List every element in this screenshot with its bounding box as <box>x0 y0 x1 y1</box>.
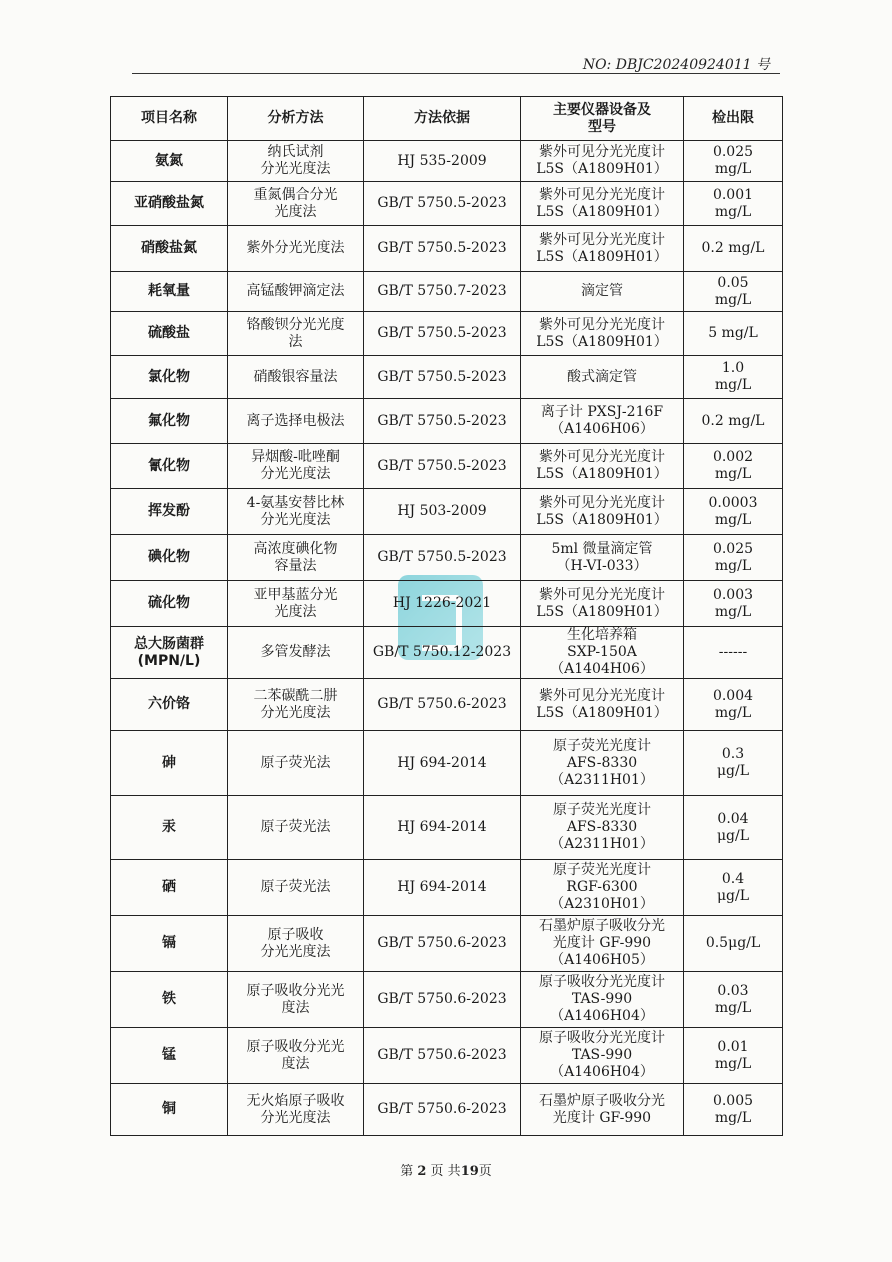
cell-detection-limit: 0.005 mg/L <box>684 1084 783 1136</box>
cell-detection-limit: 0.0003 mg/L <box>684 489 783 535</box>
cell-detection-limit: 0.2 mg/L <box>684 226 783 272</box>
cell-item-name: 耗氧量 <box>111 272 228 312</box>
cell-detection-limit: 0.025 mg/L <box>684 141 783 182</box>
header-instrument: 主要仪器设备及 型号 <box>521 97 684 141</box>
cell-method: 原子吸收 分光光度法 <box>228 916 364 972</box>
cell-method: 异烟酸-吡唑酮 分光光度法 <box>228 444 364 489</box>
cell-instrument: 紫外可见分光光度计 L5S（A1809H01） <box>521 581 684 627</box>
cell-instrument: 原子荧光光度计 AFS-8330 （A2311H01） <box>521 796 684 860</box>
cell-instrument: 原子吸收分光光度计 TAS-990 （A1406H04） <box>521 972 684 1028</box>
cell-instrument: 酸式滴定管 <box>521 356 684 399</box>
cell-method: 离子选择电极法 <box>228 399 364 444</box>
cell-method: 无火焰原子吸收 分光光度法 <box>228 1084 364 1136</box>
cell-item-name: 碘化物 <box>111 535 228 581</box>
cell-basis: GB/T 5750.5-2023 <box>364 444 521 489</box>
table-row <box>111 399 783 444</box>
cell-item-name: 挥发酚 <box>111 489 228 535</box>
cell-method: 硝酸银容量法 <box>228 356 364 399</box>
cell-basis: HJ 503-2009 <box>364 489 521 535</box>
table-row <box>111 581 783 627</box>
header-rule <box>132 73 780 74</box>
table-row <box>111 627 783 679</box>
cell-detection-limit: 0.03 mg/L <box>684 972 783 1028</box>
table-row <box>111 141 783 182</box>
cell-method: 多管发酵法 <box>228 627 364 679</box>
cell-detection-limit: 0.04 μg/L <box>684 796 783 860</box>
table-row <box>111 535 783 581</box>
cell-instrument: 石墨炉原子吸收分光 光度计 GF-990 （A1406H05） <box>521 916 684 972</box>
cell-detection-limit: 0.3 μg/L <box>684 731 783 796</box>
cell-item-name: 锰 <box>111 1028 228 1084</box>
cell-method: 原子吸收分光光 度法 <box>228 1028 364 1084</box>
cell-method: 原子吸收分光光 度法 <box>228 972 364 1028</box>
table-row <box>111 916 783 972</box>
cell-item-name: 硫酸盐 <box>111 312 228 356</box>
cell-method: 重氮偶合分光 光度法 <box>228 182 364 226</box>
cell-basis: GB/T 5750.6-2023 <box>364 1028 521 1084</box>
cell-item-name: 镉 <box>111 916 228 972</box>
cell-basis: GB/T 5750.5-2023 <box>364 535 521 581</box>
cell-detection-limit: 5 mg/L <box>684 312 783 356</box>
cell-item-name: 硒 <box>111 860 228 916</box>
cell-detection-limit: ------ <box>684 627 783 679</box>
cell-item-name: 硝酸盐氮 <box>111 226 228 272</box>
cell-detection-limit: 0.002 mg/L <box>684 444 783 489</box>
cell-basis: HJ 694-2014 <box>364 860 521 916</box>
cell-method: 高锰酸钾滴定法 <box>228 272 364 312</box>
cell-basis: GB/T 5750.7-2023 <box>364 272 521 312</box>
cell-basis: GB/T 5750.5-2023 <box>364 226 521 272</box>
cell-detection-limit: 0.2 mg/L <box>684 399 783 444</box>
cell-detection-limit: 0.025 mg/L <box>684 535 783 581</box>
cell-instrument: 石墨炉原子吸收分光 光度计 GF-990 <box>521 1084 684 1136</box>
cell-instrument: 紫外可见分光光度计 L5S（A1809H01） <box>521 444 684 489</box>
cell-basis: GB/T 5750.5-2023 <box>364 356 521 399</box>
cell-basis: GB/T 5750.5-2023 <box>364 312 521 356</box>
cell-item-name: 六价铬 <box>111 679 228 731</box>
table-row <box>111 860 783 916</box>
cell-method: 紫外分光光度法 <box>228 226 364 272</box>
table-row <box>111 272 783 312</box>
cell-basis: GB/T 5750.6-2023 <box>364 679 521 731</box>
cell-basis: GB/T 5750.6-2023 <box>364 916 521 972</box>
table-row <box>111 1084 783 1136</box>
cell-method: 原子荧光法 <box>228 731 364 796</box>
cell-instrument: 离子计 PXSJ-216F （A1406H06） <box>521 399 684 444</box>
page-footer <box>0 1160 892 1179</box>
cell-basis: GB/T 5750.12-2023 <box>364 627 521 679</box>
table-header-row <box>111 97 783 141</box>
cell-item-name: 砷 <box>111 731 228 796</box>
cell-method: 原子荧光法 <box>228 796 364 860</box>
cell-method: 高浓度碘化物 容量法 <box>228 535 364 581</box>
cell-basis: GB/T 5750.6-2023 <box>364 1084 521 1136</box>
cell-basis: GB/T 5750.5-2023 <box>364 399 521 444</box>
table-row <box>111 489 783 535</box>
cell-detection-limit: 0.004 mg/L <box>684 679 783 731</box>
table-row <box>111 796 783 860</box>
table-row <box>111 182 783 226</box>
cell-method: 二苯碳酰二肼 分光光度法 <box>228 679 364 731</box>
cell-instrument: 原子吸收分光光度计 TAS-990 （A1406H04） <box>521 1028 684 1084</box>
cell-instrument: 紫外可见分光光度计 L5S（A1809H01） <box>521 226 684 272</box>
header-limit: 检出限 <box>684 97 783 141</box>
cell-item-name: 氯化物 <box>111 356 228 399</box>
cell-item-name: 氟化物 <box>111 399 228 444</box>
footer-total-pages: 19 <box>460 1164 479 1179</box>
cell-item-name: 亚硝酸盐氮 <box>111 182 228 226</box>
cell-detection-limit: 0.5μg/L <box>684 916 783 972</box>
cell-detection-limit: 0.05 mg/L <box>684 272 783 312</box>
cell-method: 原子荧光法 <box>228 860 364 916</box>
cell-basis: HJ 535-2009 <box>364 141 521 182</box>
cell-instrument: 紫外可见分光光度计 L5S（A1809H01） <box>521 489 684 535</box>
table-row <box>111 444 783 489</box>
cell-item-name: 硫化物 <box>111 581 228 627</box>
footer-prefix: 第 <box>400 1164 414 1179</box>
footer-suffix: 页 <box>478 1164 492 1179</box>
cell-item-name: 氰化物 <box>111 444 228 489</box>
footer-middle: 页 共 <box>430 1164 461 1179</box>
cell-instrument: 紫外可见分光光度计 L5S（A1809H01） <box>521 141 684 182</box>
table-row <box>111 1028 783 1084</box>
cell-method: 铬酸钡分光光度 法 <box>228 312 364 356</box>
cell-detection-limit: 0.001 mg/L <box>684 182 783 226</box>
cell-basis: GB/T 5750.5-2023 <box>364 182 521 226</box>
cell-instrument: 滴定管 <box>521 272 684 312</box>
cell-detection-limit: 0.003 mg/L <box>684 581 783 627</box>
cell-item-name: 铁 <box>111 972 228 1028</box>
cell-method: 4-氨基安替比林 分光光度法 <box>228 489 364 535</box>
cell-instrument: 紫外可见分光光度计 L5S（A1809H01） <box>521 679 684 731</box>
cell-item-name: 氨氮 <box>111 141 228 182</box>
table-row <box>111 312 783 356</box>
header-method: 分析方法 <box>228 97 364 141</box>
cell-instrument: 紫外可见分光光度计 L5S（A1809H01） <box>521 312 684 356</box>
cell-method: 亚甲基蓝分光 光度法 <box>228 581 364 627</box>
table-body <box>111 141 783 1136</box>
cell-instrument: 紫外可见分光光度计 L5S（A1809H01） <box>521 182 684 226</box>
footer-page-number: 2 <box>417 1164 427 1179</box>
analysis-methods-table <box>110 96 783 1136</box>
cell-item-name: 总大肠菌群 (MPN/L) <box>111 627 228 679</box>
cell-item-name: 汞 <box>111 796 228 860</box>
cell-basis: HJ 694-2014 <box>364 796 521 860</box>
cell-basis: HJ 1226-2021 <box>364 581 521 627</box>
table-row <box>111 356 783 399</box>
cell-basis: HJ 694-2014 <box>364 731 521 796</box>
cell-detection-limit: 1.0 mg/L <box>684 356 783 399</box>
cell-detection-limit: 0.01 mg/L <box>684 1028 783 1084</box>
cell-basis: GB/T 5750.6-2023 <box>364 972 521 1028</box>
report-number: NO: DBJC20240924011 号 <box>582 57 770 73</box>
cell-item-name: 铜 <box>111 1084 228 1136</box>
table-row <box>111 226 783 272</box>
header-item-name: 项目名称 <box>111 97 228 141</box>
header-basis: 方法依据 <box>364 97 521 141</box>
cell-instrument: 原子荧光光度计 RGF-6300 （A2310H01） <box>521 860 684 916</box>
cell-instrument: 生化培养箱 SXP-150A （A1404H06） <box>521 627 684 679</box>
table-row <box>111 679 783 731</box>
cell-detection-limit: 0.4 μg/L <box>684 860 783 916</box>
table-row <box>111 731 783 796</box>
table-row <box>111 972 783 1028</box>
cell-method: 纳氏试剂 分光光度法 <box>228 141 364 182</box>
cell-instrument: 原子荧光光度计 AFS-8330 （A2311H01） <box>521 731 684 796</box>
cell-instrument: 5ml 微量滴定管 （H-VI-033） <box>521 535 684 581</box>
